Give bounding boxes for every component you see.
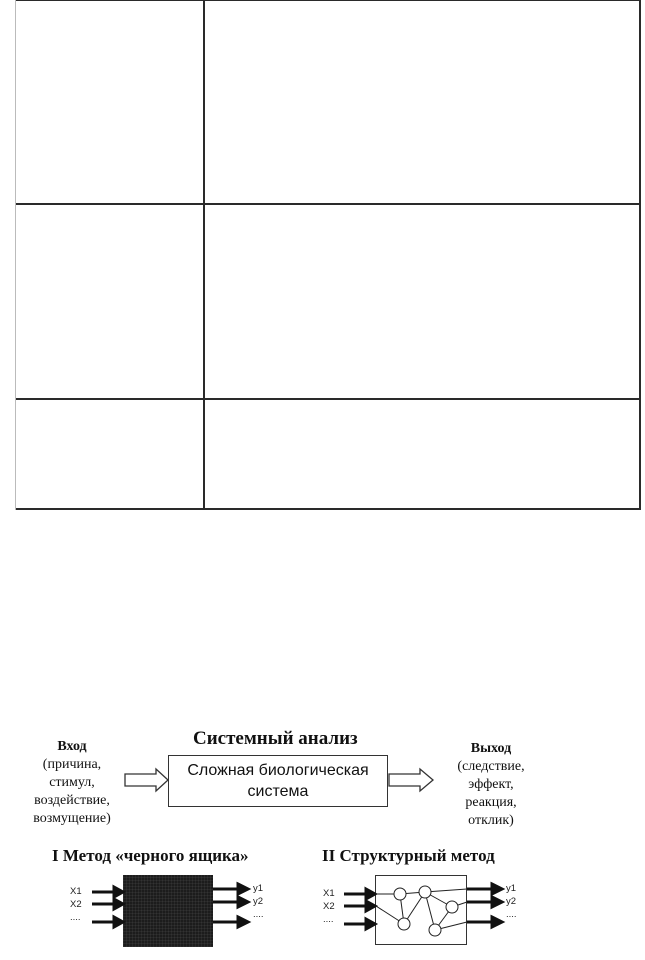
table-column-divider — [203, 1, 205, 508]
system-line: Сложная биологическая — [187, 762, 369, 779]
st-output-arrows-icon — [467, 884, 502, 927]
st-output-y2: y2 — [506, 896, 517, 907]
input-line: (причина, — [42, 757, 102, 772]
output-line: (следствие, — [457, 759, 525, 774]
table-left-edge — [15, 0, 16, 510]
output-line: эффект, — [468, 777, 514, 792]
system-line: система — [247, 783, 309, 800]
table-row-divider — [15, 203, 639, 205]
st-output-more: .... — [506, 909, 517, 920]
input-line: стимул, — [49, 775, 95, 790]
diagram-title: Системный анализ — [193, 728, 358, 749]
input-head: Вход — [57, 739, 87, 754]
output-line: отклик) — [468, 813, 514, 828]
st-output-y1: y1 — [506, 883, 517, 894]
bb-input-x2: X2 — [70, 899, 82, 910]
bb-output-arrows-icon — [213, 884, 248, 927]
st-input-x1: X1 — [323, 888, 335, 899]
input-line: воздействие, — [34, 793, 110, 808]
black-box-method-title: I Метод «черного ящика» — [52, 846, 249, 865]
structural-network-icon — [376, 886, 467, 936]
diagram-arrows — [0, 700, 645, 960]
bb-output-y1: y1 — [253, 883, 264, 894]
input-arrow-icon — [125, 769, 168, 791]
bb-input-arrows-icon — [92, 887, 123, 927]
bb-input-more: .... — [70, 912, 81, 923]
structural-method-title: II Структурный метод — [322, 846, 495, 865]
input-line: возмущение) — [33, 811, 111, 826]
system-analysis-diagram — [0, 700, 645, 960]
bb-output-y2: y2 — [253, 896, 264, 907]
bb-output-more: .... — [253, 909, 264, 920]
output-line: реакция, — [465, 795, 517, 810]
output-arrow-icon — [389, 769, 433, 791]
bb-input-x1: X1 — [70, 886, 82, 897]
table-row-divider — [15, 398, 639, 400]
st-input-x2: X2 — [323, 901, 335, 912]
st-input-more: .... — [323, 914, 334, 925]
output-head: Выход — [470, 741, 512, 756]
empty-table — [15, 0, 641, 510]
st-input-arrows-icon — [344, 889, 375, 929]
